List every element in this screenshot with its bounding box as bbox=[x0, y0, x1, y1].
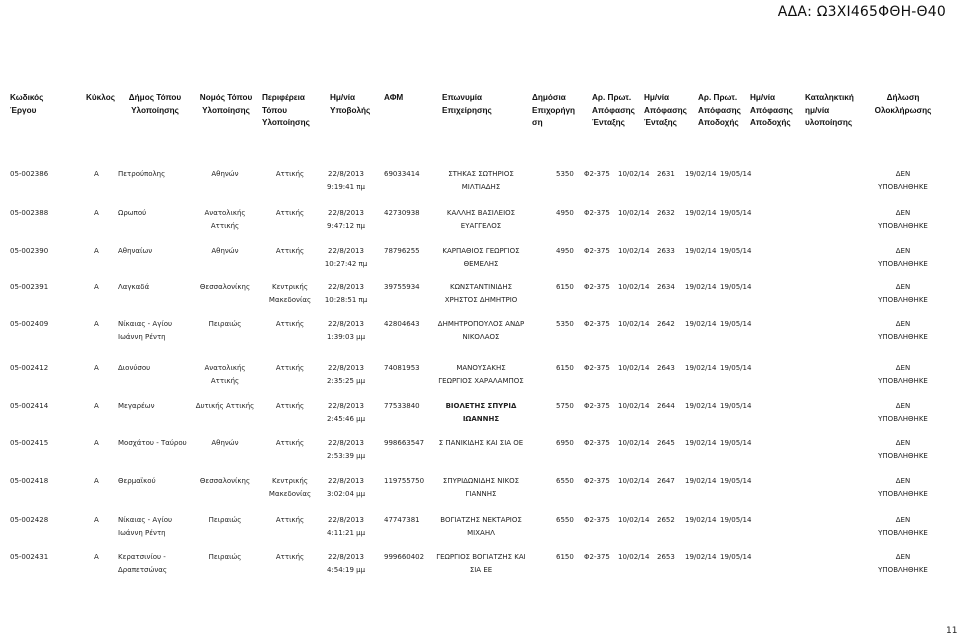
company-name bbox=[420, 168, 542, 193]
submission-datetime bbox=[320, 168, 372, 193]
completion-deadline: 19/05/14 bbox=[720, 364, 752, 372]
company-name bbox=[420, 514, 542, 539]
table-row bbox=[0, 362, 960, 398]
project-code: 05-002386 bbox=[10, 170, 49, 178]
header-dimosia bbox=[532, 92, 576, 130]
inclusion-decision-number: Φ2-375 bbox=[584, 247, 610, 255]
public-grant: 5350 bbox=[556, 170, 574, 178]
company-name-line: ΜΙΧΑΗΛ bbox=[467, 528, 495, 537]
submission-time: 2:35:25 μμ bbox=[326, 376, 366, 385]
completion-declaration bbox=[862, 400, 944, 425]
page-number: 11 bbox=[946, 626, 958, 636]
submission-time: 3:02:04 μμ bbox=[326, 489, 366, 498]
submission-time: 2:53:39 μμ bbox=[326, 451, 366, 460]
inclusion-decision-number: Φ2-375 bbox=[584, 477, 610, 485]
completion-deadline: 19/05/14 bbox=[720, 283, 752, 291]
inclusion-decision-number: Φ2-375 bbox=[584, 516, 610, 524]
inclusion-decision-number: Φ2-375 bbox=[584, 364, 610, 372]
prefecture: Θεσσαλονίκης bbox=[199, 283, 251, 291]
header-line: Επωνυμία Επιχείρησης bbox=[442, 93, 492, 115]
municipality: Πετρούπολης bbox=[118, 170, 166, 178]
prefecture: Πειραιώς bbox=[208, 516, 242, 524]
acceptance-decision-date: 19/02/14 bbox=[685, 209, 717, 217]
region: Αττικής bbox=[275, 247, 305, 255]
project-code: 05-002388 bbox=[10, 209, 49, 217]
header-eponymia bbox=[442, 92, 532, 117]
region: Αττικής bbox=[275, 402, 305, 410]
acceptance-decision-date: 19/02/14 bbox=[685, 553, 717, 561]
company-name-line: ΜΑΝΟΥΣΑΚΗΣ bbox=[456, 364, 506, 372]
table-row bbox=[0, 514, 960, 550]
submission-time: 9:47:12 πμ bbox=[327, 221, 365, 230]
header-line: υλοποίησης bbox=[805, 118, 853, 127]
acceptance-decision-number: 2642 bbox=[657, 320, 675, 328]
company-name-line: ΒΟΓΙΑΤΖΗΣ ΝΕΚΤΑΡΙΟΣ bbox=[440, 516, 522, 524]
company-name bbox=[420, 245, 542, 270]
company-name-line: ΣΙΑ ΕΕ bbox=[469, 565, 493, 574]
prefecture: Αθηνών bbox=[211, 439, 239, 447]
inclusion-decision-date: 10/02/14 bbox=[618, 320, 650, 328]
acceptance-decision-date: 19/02/14 bbox=[685, 283, 717, 291]
municipality: Θερμαϊκού bbox=[118, 477, 156, 485]
company-name bbox=[420, 318, 542, 343]
completion-deadline: 19/05/14 bbox=[720, 320, 752, 328]
submission-time: 4:11:21 μμ bbox=[326, 528, 366, 537]
acceptance-decision-number: 2645 bbox=[657, 439, 675, 447]
header-line: Δήμος Τόπου bbox=[128, 93, 182, 102]
table-row bbox=[0, 168, 960, 204]
public-grant: 6150 bbox=[556, 283, 574, 291]
completion-declaration-line: ΔΕΝ bbox=[895, 477, 911, 485]
acceptance-decision-number: 2647 bbox=[657, 477, 675, 485]
submission-date: 22/8/2013 bbox=[328, 439, 364, 447]
header-kyklos bbox=[86, 92, 116, 105]
inclusion-decision-date: 10/02/14 bbox=[618, 283, 650, 291]
municipality: Νίκαιας - Αγίου Ιωάννη Ρέντη bbox=[118, 516, 173, 537]
region: Αττικής bbox=[275, 439, 305, 447]
submission-date: 22/8/2013 bbox=[328, 247, 364, 255]
header-line: Τόπου bbox=[262, 105, 287, 115]
submission-time: 2:45:46 μμ bbox=[326, 414, 366, 423]
region: Κεντρικής Μακεδονίας bbox=[268, 283, 312, 304]
inclusion-decision-number: Φ2-375 bbox=[584, 209, 610, 217]
header-line: Περιφέρεια bbox=[262, 93, 305, 102]
submission-datetime bbox=[320, 207, 372, 232]
cycle: Α bbox=[94, 247, 99, 255]
cycle: Α bbox=[94, 364, 99, 372]
acceptance-decision-number: 2652 bbox=[657, 516, 675, 524]
completion-declaration-line: ΔΕΝ bbox=[895, 439, 911, 447]
completion-declaration bbox=[862, 514, 944, 539]
inclusion-decision-date: 10/02/14 bbox=[618, 516, 650, 524]
prefecture: Ανατολικής Αττικής bbox=[204, 209, 246, 230]
vat-number: 74081953 bbox=[384, 364, 420, 372]
vat-number: 119755750 bbox=[384, 477, 425, 485]
submission-time: 10:28:51 πμ bbox=[324, 295, 368, 304]
header-line: Αποδοχής bbox=[750, 118, 791, 127]
company-name bbox=[420, 207, 542, 232]
completion-declaration-line: ΥΠΟΒΛΗΘΗΚΕ bbox=[878, 565, 928, 574]
project-code: 05-002391 bbox=[10, 283, 49, 291]
table-row bbox=[0, 207, 960, 243]
municipality: Κερατσινίου - Δραπετσώνας bbox=[118, 553, 167, 574]
company-name bbox=[420, 362, 542, 387]
municipality: Ωρωπού bbox=[118, 209, 147, 217]
header-line: Δημόσια bbox=[532, 93, 566, 102]
prefecture: Ανατολικής Αττικής bbox=[204, 364, 246, 385]
company-name-line: ΚΩΝΣΤΑΝΤΙΝΙΔΗΣ bbox=[449, 283, 512, 291]
company-name-line: ΝΙΚΟΛΑΟΣ bbox=[462, 332, 500, 341]
region: Κεντρικής Μακεδονίας bbox=[268, 477, 312, 498]
company-name bbox=[420, 475, 542, 500]
acceptance-decision-number: 2634 bbox=[657, 283, 675, 291]
company-name bbox=[420, 437, 542, 450]
completion-declaration-line: ΥΠΟΒΛΗΘΗΚΕ bbox=[878, 528, 928, 537]
submission-datetime bbox=[320, 437, 372, 462]
public-grant: 6550 bbox=[556, 516, 574, 524]
header-katalixi bbox=[805, 92, 865, 130]
prefecture: Πειραιώς bbox=[208, 320, 242, 328]
cycle: Α bbox=[94, 170, 99, 178]
submission-date: 22/8/2013 bbox=[328, 283, 364, 291]
vat-number: 39755934 bbox=[384, 283, 420, 291]
completion-declaration-line: ΔΕΝ bbox=[895, 209, 911, 217]
municipality: Νίκαιας - Αγίου Ιωάννη Ρέντη bbox=[118, 320, 173, 341]
header-ar-apodochis bbox=[698, 92, 752, 130]
cycle: Α bbox=[94, 477, 99, 485]
submission-datetime bbox=[320, 551, 372, 576]
completion-declaration bbox=[862, 551, 944, 576]
project-code: 05-002414 bbox=[10, 402, 49, 410]
inclusion-decision-date: 10/02/14 bbox=[618, 553, 650, 561]
region: Αττικής bbox=[275, 209, 305, 217]
header-hm-ypovolis bbox=[330, 92, 374, 117]
table-row bbox=[0, 318, 960, 354]
region: Αττικής bbox=[275, 516, 305, 524]
municipality: Λαγκαδά bbox=[118, 283, 150, 291]
prefecture: Δυτικής Αττικής bbox=[195, 402, 255, 410]
completion-declaration bbox=[862, 281, 944, 306]
company-name-line: ΙΩΑΝΝΗΣ bbox=[462, 414, 500, 423]
company-name-line: ΓΕΩΡΓΙΟΣ ΧΑΡΑΛΑΜΠΟΣ bbox=[438, 376, 524, 385]
completion-declaration-line: ΔΕΝ bbox=[895, 320, 911, 328]
submission-date: 22/8/2013 bbox=[328, 477, 364, 485]
header-line: Αποδοχής bbox=[698, 118, 739, 127]
completion-deadline: 19/05/14 bbox=[720, 402, 752, 410]
submission-date: 22/8/2013 bbox=[328, 320, 364, 328]
acceptance-decision-number: 2643 bbox=[657, 364, 675, 372]
completion-declaration bbox=[862, 362, 944, 387]
acceptance-decision-number: 2633 bbox=[657, 247, 675, 255]
submission-datetime bbox=[320, 400, 372, 425]
acceptance-decision-date: 19/02/14 bbox=[685, 247, 717, 255]
header-line: Ολοκλήρωσης bbox=[874, 105, 932, 115]
project-code: 05-002415 bbox=[10, 439, 49, 447]
municipality: Μεγαρέων bbox=[118, 402, 155, 410]
header-line: Δήλωση bbox=[886, 93, 920, 102]
project-code: 05-002409 bbox=[10, 320, 49, 328]
public-grant: 6950 bbox=[556, 439, 574, 447]
table-row bbox=[0, 551, 960, 587]
completion-declaration-line: ΔΕΝ bbox=[895, 553, 911, 561]
public-grant: 4950 bbox=[556, 209, 574, 217]
header-line: Ένταξης bbox=[644, 118, 677, 127]
completion-declaration-line: ΥΠΟΒΛΗΘΗΚΕ bbox=[878, 182, 928, 191]
acceptance-decision-number: 2632 bbox=[657, 209, 675, 217]
submission-time: 9:19:41 πμ bbox=[327, 182, 365, 191]
header-line: Κύκλος bbox=[86, 93, 115, 102]
header-line: ΑΦΜ bbox=[384, 93, 404, 102]
header-dimos bbox=[118, 92, 192, 117]
submission-time: 10:27:42 πμ bbox=[324, 259, 368, 268]
public-grant: 5350 bbox=[556, 320, 574, 328]
vat-number: 47747381 bbox=[384, 516, 420, 524]
vat-number: 78796255 bbox=[384, 247, 420, 255]
completion-declaration-line: ΥΠΟΒΛΗΘΗΚΕ bbox=[878, 489, 928, 498]
company-name-line: ΚΑΡΠΑΘΙΟΣ ΓΕΩΡΓΙΟΣ bbox=[442, 247, 520, 255]
submission-date: 22/8/2013 bbox=[328, 553, 364, 561]
vat-number: 42804643 bbox=[384, 320, 420, 328]
company-name-line: ΘΕΜΕΛΗΣ bbox=[463, 259, 499, 268]
prefecture: Θεσσαλονίκης bbox=[199, 477, 251, 485]
header-kodikos bbox=[10, 92, 72, 117]
header-line: Απόφασης bbox=[592, 105, 635, 115]
completion-declaration-line: ΔΕΝ bbox=[895, 247, 911, 255]
completion-declaration-line: ΥΠΟΒΛΗΘΗΚΕ bbox=[878, 376, 928, 385]
completion-deadline: 19/05/14 bbox=[720, 516, 752, 524]
municipality: Διονύσου bbox=[118, 364, 151, 372]
ada-label: ΑΔΑ: Ω3ΧΙ465ΦΘΗ-Θ40 bbox=[777, 4, 946, 20]
header-line: Υλοποίησης bbox=[262, 118, 310, 127]
table-row bbox=[0, 400, 960, 436]
acceptance-decision-number: 2631 bbox=[657, 170, 675, 178]
header-line: Υποβολής bbox=[330, 105, 371, 115]
inclusion-decision-date: 10/02/14 bbox=[618, 209, 650, 217]
vat-number: 42730938 bbox=[384, 209, 420, 217]
inclusion-decision-number: Φ2-375 bbox=[584, 320, 610, 328]
submission-date: 22/8/2013 bbox=[328, 170, 364, 178]
completion-declaration bbox=[862, 475, 944, 500]
header-line: Απόφασης bbox=[644, 105, 687, 115]
company-name bbox=[420, 551, 542, 576]
company-name-line: ΚΑΛΛΗΣ ΒΑΣΙΛΕΙΟΣ bbox=[446, 209, 516, 217]
completion-declaration-line: ΥΠΟΒΛΗΘΗΚΕ bbox=[878, 451, 928, 460]
cycle: Α bbox=[94, 553, 99, 561]
header-dilosi bbox=[872, 92, 934, 117]
submission-date: 22/8/2013 bbox=[328, 209, 364, 217]
inclusion-decision-number: Φ2-375 bbox=[584, 553, 610, 561]
inclusion-decision-date: 10/02/14 bbox=[618, 364, 650, 372]
completion-declaration-line: ΥΠΟΒΛΗΘΗΚΕ bbox=[878, 414, 928, 423]
completion-declaration-line: ΔΕΝ bbox=[895, 283, 911, 291]
public-grant: 6550 bbox=[556, 477, 574, 485]
header-line: Ημ/νία bbox=[750, 93, 776, 102]
company-name-line: ΣΤΗΚΑΣ ΣΩΤΗΡΙΟΣ bbox=[448, 170, 514, 178]
region: Αττικής bbox=[275, 320, 305, 328]
completion-declaration-line: ΥΠΟΒΛΗΘΗΚΕ bbox=[878, 332, 928, 341]
inclusion-decision-date: 10/02/14 bbox=[618, 439, 650, 447]
header-line: Ημ/νία bbox=[330, 93, 356, 102]
header-afm bbox=[384, 92, 414, 105]
header-line: Καταληκτική bbox=[805, 93, 854, 102]
completion-declaration bbox=[862, 168, 944, 193]
municipality: Μοσχάτου - Ταύρου bbox=[118, 439, 187, 447]
header-hm-apodochis bbox=[750, 92, 798, 130]
public-grant: 6150 bbox=[556, 553, 574, 561]
completion-declaration bbox=[862, 437, 944, 462]
cycle: Α bbox=[94, 516, 99, 524]
inclusion-decision-number: Φ2-375 bbox=[584, 439, 610, 447]
inclusion-decision-number: Φ2-375 bbox=[584, 283, 610, 291]
company-name bbox=[420, 400, 542, 425]
completion-declaration bbox=[862, 318, 944, 343]
table-row bbox=[0, 475, 960, 511]
submission-datetime bbox=[320, 475, 372, 500]
acceptance-decision-date: 19/02/14 bbox=[685, 170, 717, 178]
submission-time: 1:39:03 μμ bbox=[326, 332, 366, 341]
header-line: Αρ. Πρωτ. bbox=[698, 93, 738, 102]
company-name-line: Σ ΠΑΝΙΚΙΔΗΣ ΚΑΙ ΣΙΑ ΟΕ bbox=[438, 439, 524, 447]
header-line: Νομός Τόπου bbox=[199, 93, 253, 102]
company-name-line: ΓΙΑΝΝΗΣ bbox=[465, 489, 497, 498]
submission-date: 22/8/2013 bbox=[328, 364, 364, 372]
completion-deadline: 19/05/14 bbox=[720, 477, 752, 485]
header-line: Κωδικός Έργου bbox=[10, 93, 44, 115]
completion-declaration-line: ΔΕΝ bbox=[895, 170, 911, 178]
public-grant: 4950 bbox=[556, 247, 574, 255]
inclusion-decision-number: Φ2-375 bbox=[584, 402, 610, 410]
acceptance-decision-date: 19/02/14 bbox=[685, 477, 717, 485]
header-line: Απόφασης bbox=[698, 105, 741, 115]
submission-date: 22/8/2013 bbox=[328, 516, 364, 524]
header-line: ημ/νία bbox=[805, 105, 830, 115]
cycle: Α bbox=[94, 320, 99, 328]
inclusion-decision-date: 10/02/14 bbox=[618, 402, 650, 410]
submission-datetime bbox=[320, 281, 372, 306]
completion-declaration-line: ΔΕΝ bbox=[895, 402, 911, 410]
header-line: Υλοποίησης bbox=[131, 105, 179, 115]
header-hm-entaxis bbox=[644, 92, 692, 130]
cycle: Α bbox=[94, 209, 99, 217]
table-row bbox=[0, 437, 960, 473]
vat-number: 77533840 bbox=[384, 402, 420, 410]
completion-deadline: 19/05/14 bbox=[720, 439, 752, 447]
header-line: Ημ/νία bbox=[644, 93, 670, 102]
acceptance-decision-number: 2644 bbox=[657, 402, 675, 410]
submission-datetime bbox=[320, 514, 372, 539]
header-ar-entaxis bbox=[592, 92, 646, 130]
header-perifereia bbox=[262, 92, 312, 130]
prefecture: Πειραιώς bbox=[208, 553, 242, 561]
completion-deadline: 19/05/14 bbox=[720, 170, 752, 178]
header-line: Απόφασης bbox=[750, 105, 793, 115]
completion-declaration bbox=[862, 207, 944, 232]
acceptance-decision-date: 19/02/14 bbox=[685, 364, 717, 372]
acceptance-decision-date: 19/02/14 bbox=[685, 516, 717, 524]
acceptance-decision-date: 19/02/14 bbox=[685, 402, 717, 410]
submission-datetime bbox=[320, 362, 372, 387]
inclusion-decision-date: 10/02/14 bbox=[618, 247, 650, 255]
table-row bbox=[0, 281, 960, 317]
header-line: Υλοποίησης bbox=[202, 105, 250, 115]
prefecture: Αθηνών bbox=[211, 170, 239, 178]
municipality: Αθηναίων bbox=[118, 247, 153, 255]
project-code: 05-002390 bbox=[10, 247, 49, 255]
header-line: ση bbox=[532, 118, 543, 127]
cycle: Α bbox=[94, 283, 99, 291]
company-name-line: ΔΗΜΗΤΡΟΠΟΥΛΟΣ ΑΝΔΡ bbox=[437, 320, 525, 328]
company-name-line: ΕΥΑΓΓΕΛΟΣ bbox=[460, 221, 502, 230]
company-name-line: ΜΙΛΤΙΑΔΗΣ bbox=[461, 182, 501, 191]
company-name-line: ΓΕΩΡΓΙΟΣ ΒΟΓΙΑΤΖΗΣ ΚΑΙ bbox=[436, 553, 526, 561]
completion-declaration-line: ΥΠΟΒΛΗΘΗΚΕ bbox=[878, 295, 928, 304]
project-code: 05-002412 bbox=[10, 364, 49, 372]
inclusion-decision-number: Φ2-375 bbox=[584, 170, 610, 178]
completion-deadline: 19/05/14 bbox=[720, 553, 752, 561]
vat-number: 69033414 bbox=[384, 170, 420, 178]
region: Αττικής bbox=[275, 170, 305, 178]
public-grant: 6150 bbox=[556, 364, 574, 372]
vat-number: 998663547 bbox=[384, 439, 425, 447]
public-grant: 5750 bbox=[556, 402, 574, 410]
company-name-line: ΧΡΗΣΤΟΣ ΔΗΜΗΤΡΙΟ bbox=[444, 295, 518, 304]
completion-declaration-line: ΥΠΟΒΛΗΘΗΚΕ bbox=[878, 259, 928, 268]
completion-declaration-line: ΔΕΝ bbox=[895, 364, 911, 372]
submission-datetime bbox=[320, 318, 372, 343]
inclusion-decision-date: 10/02/14 bbox=[618, 477, 650, 485]
completion-declaration-line: ΔΕΝ bbox=[895, 516, 911, 524]
table-row bbox=[0, 245, 960, 281]
completion-declaration bbox=[862, 245, 944, 270]
inclusion-decision-date: 10/02/14 bbox=[618, 170, 650, 178]
completion-deadline: 19/05/14 bbox=[720, 247, 752, 255]
completion-deadline: 19/05/14 bbox=[720, 209, 752, 217]
acceptance-decision-number: 2653 bbox=[657, 553, 675, 561]
project-code: 05-002431 bbox=[10, 553, 49, 561]
region: Αττικής bbox=[275, 553, 305, 561]
cycle: Α bbox=[94, 439, 99, 447]
submission-datetime bbox=[320, 245, 372, 270]
company-name-line: ΣΠΥΡΙΔΩΝΙΔΗΣ ΝΙΚΟΣ bbox=[442, 477, 520, 485]
region: Αττικής bbox=[275, 364, 305, 372]
company-name-line: ΒΙΟΛΕΤΗΣ ΣΠΥΡΙΔ bbox=[445, 402, 517, 410]
cycle: Α bbox=[94, 402, 99, 410]
prefecture: Αθηνών bbox=[211, 247, 239, 255]
header-line: Ένταξης bbox=[592, 118, 625, 127]
submission-time: 4:54:19 μμ bbox=[326, 565, 366, 574]
project-code: 05-002428 bbox=[10, 516, 49, 524]
header-line: Αρ. Πρωτ. bbox=[592, 93, 632, 102]
header-line: Επιχορήγη bbox=[532, 105, 576, 115]
project-code: 05-002418 bbox=[10, 477, 49, 485]
completion-declaration-line: ΥΠΟΒΛΗΘΗΚΕ bbox=[878, 221, 928, 230]
vat-number: 999660402 bbox=[384, 553, 425, 561]
acceptance-decision-date: 19/02/14 bbox=[685, 439, 717, 447]
submission-date: 22/8/2013 bbox=[328, 402, 364, 410]
company-name bbox=[420, 281, 542, 306]
acceptance-decision-date: 19/02/14 bbox=[685, 320, 717, 328]
header-nomos bbox=[192, 92, 260, 117]
